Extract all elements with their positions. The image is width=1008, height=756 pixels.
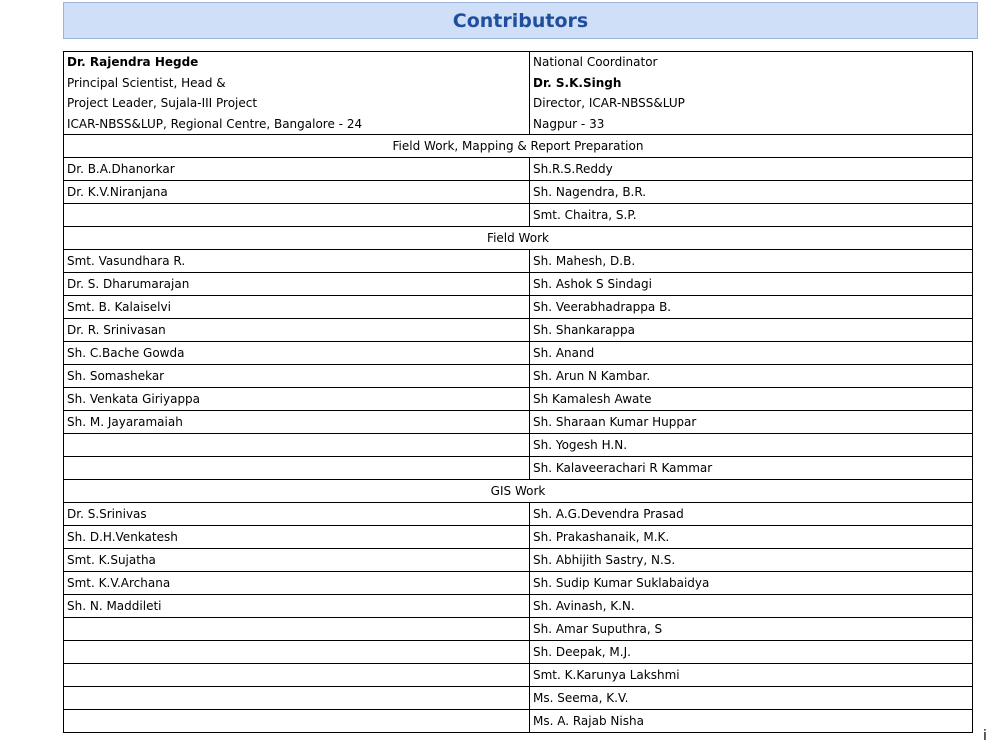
contributor-right: Sh. A.G.Devendra Prasad [530, 503, 973, 526]
contributor-right: Sh. Yogesh H.N. [530, 434, 973, 457]
header-row [64, 52, 973, 135]
contributor-left [64, 641, 530, 664]
contributor-row [64, 572, 973, 595]
leader-designation: Principal Scientist, Head & [67, 75, 226, 90]
contributor-right: Sh. Prakashanaik, M.K. [530, 526, 973, 549]
contributor-left: Smt. K.Sujatha [64, 549, 530, 572]
contributor-right: Sh. Veerabhadrappa B. [530, 296, 973, 319]
contributor-right: Sh. Sharaan Kumar Huppar [530, 411, 973, 434]
contributor-row [64, 687, 973, 710]
contributors-table [63, 51, 973, 733]
contributor-right: Sh. Abhijith Sastry, N.S. [530, 549, 973, 572]
section-header-row [64, 480, 973, 503]
leader-institute: ICAR-NBSS&LUP, Regional Centre, Bangalore - 24 [67, 116, 363, 131]
contributor-left [64, 618, 530, 641]
leader-name: Dr. Rajendra Hegde [67, 55, 199, 69]
contributor-left: Dr. R. Srinivasan [64, 319, 530, 342]
contributor-row [64, 503, 973, 526]
contributor-left [64, 710, 530, 733]
coordinator-role: National Coordinator [533, 55, 658, 69]
contributor-left: Dr. S.Srinivas [64, 503, 530, 526]
national-coordinator-cell [530, 52, 973, 135]
contributor-left [64, 457, 530, 480]
contributor-right: Sh. Ashok S Sindagi [530, 273, 973, 296]
contributor-left [64, 434, 530, 457]
contributor-right: Sh. Avinash, K.N. [530, 595, 973, 618]
contributor-left: Smt. B. Kalaiselvi [64, 296, 530, 319]
contributor-right: Sh. Sudip Kumar Suklabaidya [530, 572, 973, 595]
contributor-row [64, 181, 973, 204]
contributor-row [64, 204, 973, 227]
contributor-row [64, 365, 973, 388]
contributor-left [64, 687, 530, 710]
contributor-left [64, 664, 530, 687]
project-leader-cell [64, 52, 530, 135]
contributor-left [64, 204, 530, 227]
contributor-left: Dr. S. Dharumarajan [64, 273, 530, 296]
contributor-right: Ms. A. Rajab Nisha [530, 710, 973, 733]
contributor-row [64, 273, 973, 296]
page-title: Contributors [452, 9, 589, 32]
contributor-right: Sh. Anand [530, 342, 973, 365]
contributor-left: Smt. K.V.Archana [64, 572, 530, 595]
contributor-row [64, 411, 973, 434]
contributor-row [64, 457, 973, 480]
contributor-left: Sh. Somashekar [64, 365, 530, 388]
contributor-right: Sh. Shankarappa [530, 319, 973, 342]
section-header-row [64, 135, 973, 158]
section-title: Field Work, Mapping & Report Preparation [64, 135, 973, 158]
section-title: Field Work [64, 227, 973, 250]
contributor-row [64, 319, 973, 342]
contributor-row [64, 549, 973, 572]
contributor-right: Sh. Arun N Kambar. [530, 365, 973, 388]
contributor-right: Smt. Chaitra, S.P. [530, 204, 973, 227]
coordinator-designation: Director, ICAR-NBSS&LUP [533, 96, 685, 110]
contributor-row [64, 434, 973, 457]
contributor-row [64, 641, 973, 664]
contributor-row [64, 595, 973, 618]
contributor-row [64, 526, 973, 549]
contributor-left: Sh. M. Jayaramaiah [64, 411, 530, 434]
contributor-left: Sh. C.Bache Gowda [64, 342, 530, 365]
contributor-row [64, 250, 973, 273]
contributor-right: Sh.R.S.Reddy [530, 158, 973, 181]
contributor-row [64, 664, 973, 687]
contributor-right: Sh. Nagendra, B.R. [530, 181, 973, 204]
contributor-right: Sh. Kalaveerachari R Kammar [530, 457, 973, 480]
contributor-right: Smt. K.Karunya Lakshmi [530, 664, 973, 687]
contributor-row [64, 618, 973, 641]
contributor-left: Sh. D.H.Venkatesh [64, 526, 530, 549]
contributor-right: Sh. Amar Suputhra, S [530, 618, 973, 641]
contributor-row [64, 388, 973, 411]
contributor-right: Sh Kamalesh Awate [530, 388, 973, 411]
contributor-left: Dr. K.V.Niranjana [64, 181, 530, 204]
contributor-right: Sh. Deepak, M.J. [530, 641, 973, 664]
contributor-left: Dr. B.A.Dhanorkar [64, 158, 530, 181]
coordinator-location: Nagpur - 33 [533, 116, 605, 131]
contributor-left: Sh. N. Maddileti [64, 595, 530, 618]
contributor-row [64, 710, 973, 733]
contributor-row [64, 296, 973, 319]
leader-role: Project Leader, Sujala-III Project [67, 96, 258, 110]
contributor-right: Sh. Mahesh, D.B. [530, 250, 973, 273]
contributor-left: Sh. Venkata Giriyappa [64, 388, 530, 411]
contributor-row [64, 342, 973, 365]
contributor-left: Smt. Vasundhara R. [64, 250, 530, 273]
title-banner [63, 2, 978, 39]
section-title: GIS Work [64, 480, 973, 503]
section-header-row [64, 227, 973, 250]
contributor-right: Ms. Seema, K.V. [530, 687, 973, 710]
coordinator-name: Dr. S.K.Singh [533, 75, 622, 90]
page-number: i [983, 728, 987, 744]
contributor-row [64, 158, 973, 181]
